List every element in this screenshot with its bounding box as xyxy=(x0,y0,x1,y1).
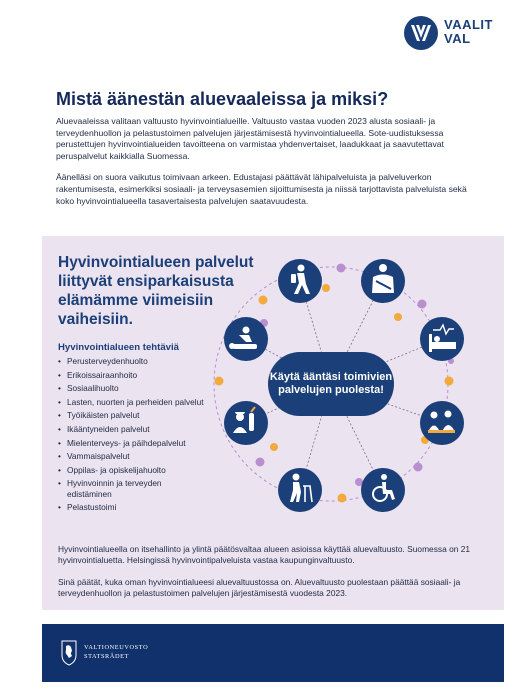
logo-line-1: VAALIT xyxy=(444,17,493,32)
list-item: • Työikäisten palvelut xyxy=(58,410,208,420)
list-item: • Mielenterveys- ja päihdepalvelut xyxy=(58,438,208,448)
firefighter-icon xyxy=(224,401,268,445)
bottom-paragraph-2: Sinä päätät, kuka oman hyvinvointialueesi aluevaltuustossa on. Aluevaltuusto puolestaan päättää sosiaali- ja terveydenhuollon ja pelastustoimen palvelujen järjestämisestä vuodesta 2023. xyxy=(58,576,461,599)
panel-heading: Hyvinvointialueen palvelut liittyvät ensiparkaisusta elämämme viimeisiin vaiheisiin. xyxy=(58,254,254,328)
page-title: Mistä äänestän aluevaaleissa ja miksi? xyxy=(56,89,389,109)
logo-line-2: VAL xyxy=(444,31,471,46)
injured-arm-icon xyxy=(361,259,405,303)
list-item: • Hyvinvoinnin ja terveyden edistäminen xyxy=(58,478,208,499)
footer-line-1: VALTIONEUVOSTO xyxy=(84,644,149,651)
list-item: • Pelastustoimi xyxy=(58,502,208,512)
intro-paragraph-1: Aluevaaleissa valitaan valtuusto hyvinvointialueille. Valtuusto vastaa vuoden 2023 alusta sosiaali- ja terveydenhuollon ja pelastustoimen palvelujen järjestämisestä hyvinvointialueella. Sote-uudistuksessa perustettujen hyvinvointialueiden tavoitteena on varmistaa yhdenvertaiset, laadukkaat ja saavutettavat peruspalvelut kaikkialla Suomessa. xyxy=(56,116,444,161)
family-icon xyxy=(420,401,464,445)
footer-wordmark xyxy=(84,643,148,661)
footer-line-2: STATSRÅDET xyxy=(84,653,130,660)
wheelchair-icon xyxy=(361,468,405,512)
list-item: • Ikääntyneiden palvelut xyxy=(58,424,208,434)
hiker-icon xyxy=(278,259,322,303)
list-item: • Perusterveydenhuolto xyxy=(58,356,208,366)
panel-bottom-text xyxy=(58,544,488,610)
bottom-paragraph-1: Hyvinvointialueella on itsehallinto ja ylintä päätösvaltaa alueen asioissa käyttää aluevaltuusto. Suomessa on 21 hyvinvointialuetta. Helsingissä hyvinvointipalveluista vastaa kaupunginvaltuusto. xyxy=(58,544,471,566)
list-item: • Erikoissairaanhoito xyxy=(58,370,208,380)
walker-icon xyxy=(278,468,322,512)
list-item: • Lasten, nuorten ja perheiden palvelut xyxy=(58,397,208,407)
hospital-bed-icon xyxy=(420,317,464,361)
cpr-icon xyxy=(224,317,268,361)
lion-crest-icon xyxy=(60,640,78,666)
tasks-title: Hyvinvointialueen tehtäviä xyxy=(58,342,180,353)
vote-callout: Käytä ääntäsi toimivien palvelujen puolesta! xyxy=(268,352,394,416)
list-item: • Vammaispalvelut xyxy=(58,451,208,461)
intro-paragraph-2: Äänelläsi on suora vaikutus toimivaan arkeen. Edustajasi päättävät lähipalveluista ja palveluverkon rakentumisesta, esimerkiksi sosiaali- ja terveysasemien sijoittumisesta ja niissä tarjottavista palveluista sekä koko hyvinvointialueella tasavertaisesta palvelujen saatavuudesta. xyxy=(56,172,467,206)
list-item: • Sosiaalihuolto xyxy=(58,383,208,393)
list-item: • Oppilas- ja opiskelijahuolto xyxy=(58,465,208,475)
